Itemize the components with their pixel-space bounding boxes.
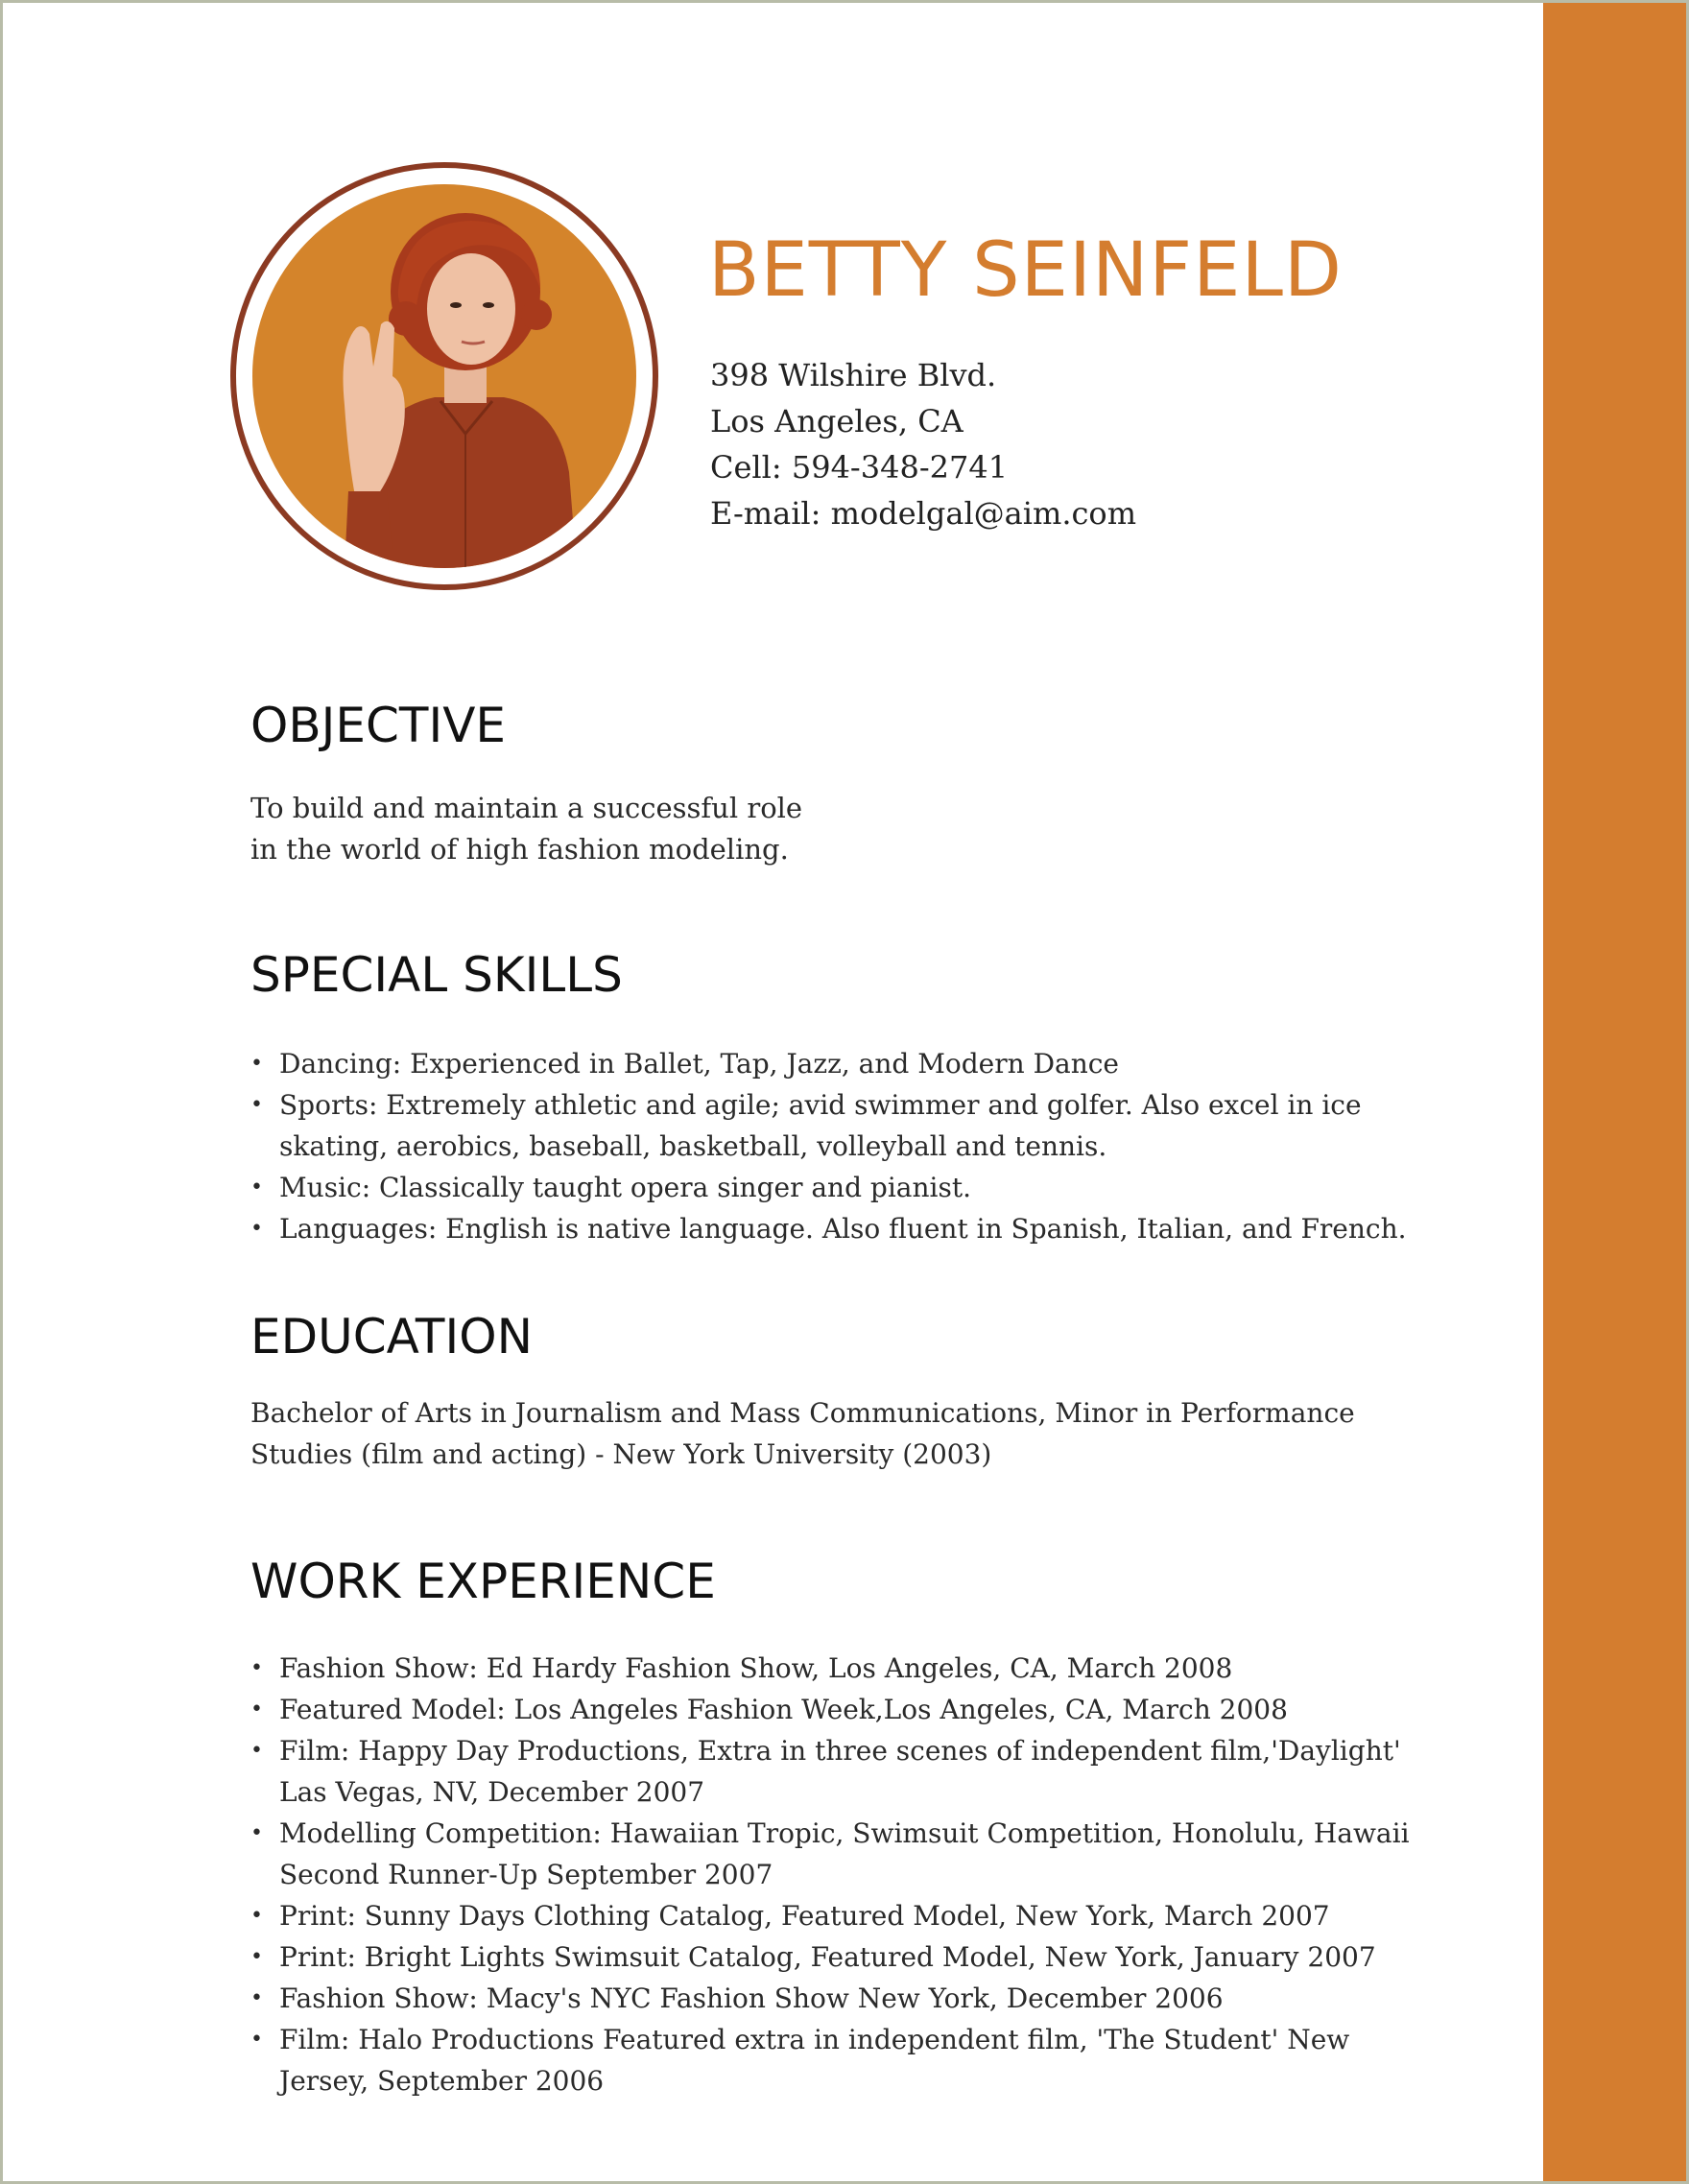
objective-line: in the world of high fashion modeling. [250, 833, 789, 866]
list-item [250, 1043, 1407, 1084]
education-title: EDUCATION [250, 1309, 533, 1365]
objective-line: To build and maintain a successful role [250, 792, 803, 824]
list-item [250, 1936, 1410, 1978]
list-item-text: Print: Bright Lights Swimsuit Catalog, Featured Model, New York, January 2007 [279, 1941, 1376, 1973]
list-item [250, 1689, 1410, 1730]
list-item [250, 1978, 1410, 2019]
candidate-name: BETTY SEINFELD [708, 227, 1343, 314]
bullet-icon: • [250, 1697, 263, 1721]
list-item [250, 1730, 1410, 1813]
contact-email: E-mail: modelgal@aim.com [710, 495, 1137, 532]
list-item-text: Fashion Show: Ed Hardy Fashion Show, Los Angeles, CA, March 2008 [279, 1652, 1233, 1684]
contact-phone: Cell: 594-348-2741 [710, 449, 1009, 486]
bullet-icon: • [250, 1217, 263, 1241]
bullet-icon: • [250, 1986, 263, 2010]
objective-title: OBJECTIVE [250, 698, 506, 753]
bullet-icon: • [250, 1093, 263, 1117]
list-item-text: skating, aerobics, baseball, basketball, volleyball and tennis. [279, 1130, 1107, 1162]
resume-page [3, 3, 1686, 2181]
contact-city: Los Angeles, CA [710, 403, 963, 439]
accent-side-band [1543, 3, 1686, 2181]
bullet-icon: • [250, 1739, 263, 1763]
bullet-icon: • [250, 1904, 263, 1928]
list-item-text: Film: Happy Day Productions, Extra in three scenes of independent film,'Daylight' [279, 1735, 1401, 1767]
list-item-text: Film: Halo Productions Featured extra in independent film, 'The Student' New [279, 2024, 1350, 2055]
skills-title: SPECIAL SKILLS [250, 947, 623, 1003]
list-item-text: Fashion Show: Macy's NYC Fashion Show New York, December 2006 [279, 1982, 1224, 2014]
list-item [250, 1167, 1407, 1208]
bullet-icon: • [250, 1821, 263, 1845]
list-item [250, 1895, 1410, 1936]
work-title: WORK EXPERIENCE [250, 1554, 716, 1609]
list-item-text: Second Runner-Up September 2007 [279, 1859, 773, 1890]
list-item-text: Featured Model: Los Angeles Fashion Week,Los Angeles, CA, March 2008 [279, 1694, 1288, 1725]
list-item-text: Print: Sunny Days Clothing Catalog, Featured Model, New York, March 2007 [279, 1900, 1330, 1932]
education-line: Bachelor of Arts in Journalism and Mass Communications, Minor in Performance [250, 1397, 1355, 1429]
contact-street: 398 Wilshire Blvd. [710, 357, 997, 393]
objective-text [250, 788, 802, 870]
list-item [250, 1208, 1407, 1249]
bullet-icon: • [250, 1945, 263, 1969]
list-item [250, 1084, 1407, 1167]
work-list [250, 1648, 1410, 2101]
list-item-text: Dancing: Experienced in Ballet, Tap, Jazz, and Modern Dance [279, 1048, 1119, 1080]
list-item-text: Las Vegas, NV, December 2007 [279, 1776, 705, 1808]
education-line: Studies (film and acting) - New York University (2003) [250, 1438, 992, 1470]
contact-info [710, 352, 1136, 536]
list-item [250, 1648, 1410, 1689]
list-item [250, 2019, 1410, 2101]
list-item-text: Modelling Competition: Hawaiian Tropic, Swimsuit Competition, Honolulu, Hawaii [279, 1817, 1410, 1849]
bullet-icon: • [250, 2028, 263, 2052]
list-item-text: Sports: Extremely athletic and agile; avid swimmer and golfer. Also excel in ice [279, 1089, 1362, 1121]
bullet-icon: • [250, 1656, 263, 1680]
portrait-photo-icon [252, 184, 636, 568]
list-item-text: Music: Classically taught opera singer and pianist. [279, 1172, 971, 1203]
list-item-text: Languages: English is native language. Also fluent in Spanish, Italian, and French. [279, 1213, 1407, 1245]
photo-frame [230, 162, 658, 590]
skills-list [250, 1043, 1407, 1249]
list-item [250, 1813, 1410, 1895]
list-item-text: Jersey, September 2006 [279, 2065, 605, 2097]
bullet-icon: • [250, 1175, 263, 1199]
education-text [250, 1392, 1355, 1475]
bullet-icon: • [250, 1052, 263, 1076]
